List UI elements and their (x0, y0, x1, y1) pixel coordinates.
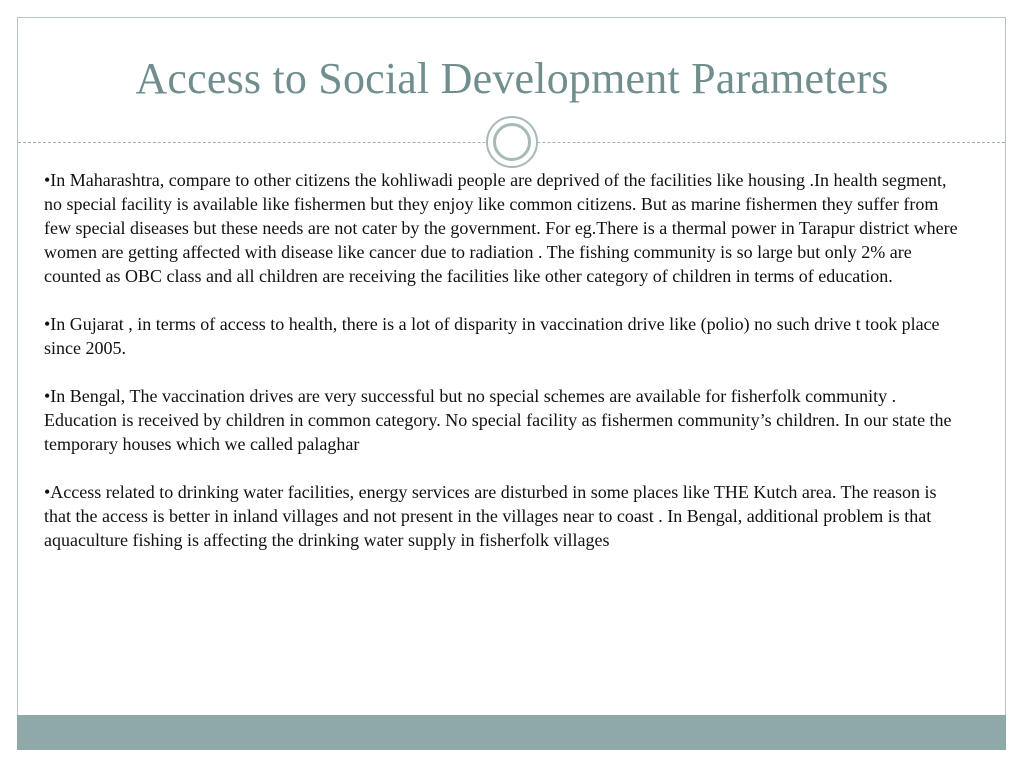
footer-accent-bar (17, 715, 1006, 750)
bullet-maharashtra: •In Maharashtra, compare to other citizens the kohliwadi people are deprived of the facilities like housing .In health segment, no special facility is available like fishermen but they enjoy like common citizens. But as marine fishermen they suffer from few special diseases but these needs are not cater by the government. For eg.There is a thermal power in Tarapur district where women are getting affected with disease like cancer due to radiation . The fishing community is so large but only 2% are counted as OBC class and all children are receiving the facilities like other category of children in terms of education. (44, 170, 958, 286)
bullet-gujarat: •In Gujarat , in terms of access to health, there is a lot of disparity in vaccination drive like (polio) no such drive t took place since 2005. (44, 314, 940, 358)
slide-title: Access to Social Development Parameters (135, 54, 889, 103)
slide-body (44, 168, 964, 576)
circle-ornament-icon (486, 116, 538, 168)
bullet-drinking-water: •Access related to drinking water facilities, energy services are disturbed in some places like THE Kutch area. The reason is that the access is better in inland villages and not present in the villages near to coast . In Bengal, additional problem is that aquaculture fishing is affecting the drinking water supply in fisherfolk villages (44, 482, 937, 550)
bullet-bengal: •In Bengal, The vaccination drives are very successful but no special schemes are available for fisherfolk community . Education is received by children in common category. No special facility as fishermen community’s children. In our state the temporary houses which we called palaghar (44, 386, 952, 454)
circle-ornament-inner-icon (493, 123, 531, 161)
